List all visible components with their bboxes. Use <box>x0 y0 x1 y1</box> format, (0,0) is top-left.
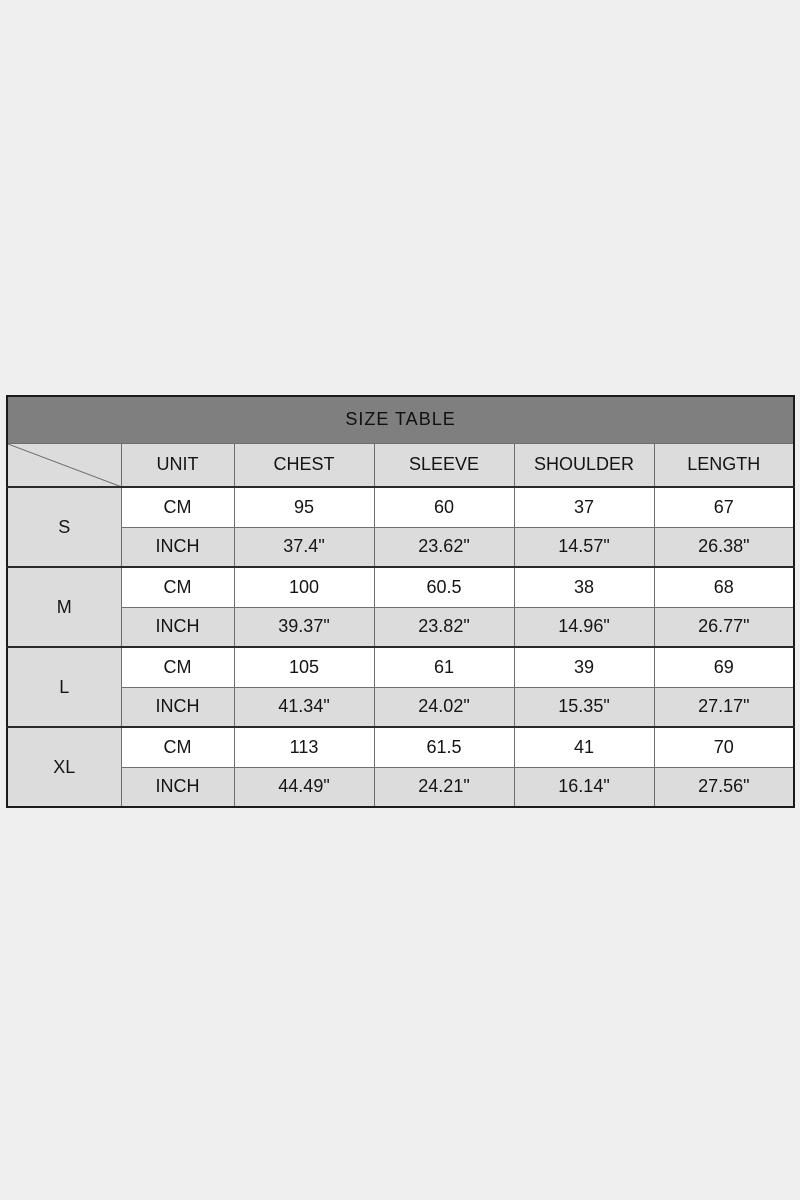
size-table <box>6 395 795 808</box>
size-label-xl: XL <box>7 727 121 807</box>
column-header-sleeve: SLEEVE <box>374 443 514 487</box>
cell-m-cm-length: 68 <box>654 567 794 607</box>
cell-m-inch-chest: 39.37" <box>234 607 374 647</box>
cell-s-inch-length: 26.38" <box>654 527 794 567</box>
cell-s-inch-shoulder: 14.57" <box>514 527 654 567</box>
table-row-xl-cm <box>7 727 794 767</box>
cell-xl-inch-length: 27.56" <box>654 767 794 807</box>
cell-xl-cm-sleeve: 61.5 <box>374 727 514 767</box>
title-row <box>7 396 794 443</box>
column-header-unit: UNIT <box>121 443 234 487</box>
table-row-l-cm <box>7 647 794 687</box>
unit-label-m-cm: CM <box>121 567 234 607</box>
table-row-m-cm <box>7 567 794 607</box>
diagonal-line <box>8 444 121 487</box>
cell-xl-inch-chest: 44.49" <box>234 767 374 807</box>
unit-label-m-inch: INCH <box>121 607 234 647</box>
cell-l-inch-sleeve: 24.02" <box>374 687 514 727</box>
cell-m-cm-sleeve: 60.5 <box>374 567 514 607</box>
table-row-s-cm <box>7 487 794 527</box>
table-row-m-inch <box>7 607 794 647</box>
cell-l-cm-shoulder: 39 <box>514 647 654 687</box>
cell-m-cm-chest: 100 <box>234 567 374 607</box>
cell-l-cm-sleeve: 61 <box>374 647 514 687</box>
cell-m-cm-shoulder: 38 <box>514 567 654 607</box>
cell-m-inch-length: 26.77" <box>654 607 794 647</box>
size-table-title: SIZE TABLE <box>7 396 794 443</box>
unit-label-l-cm: CM <box>121 647 234 687</box>
table-row-s-inch <box>7 527 794 567</box>
cell-xl-inch-sleeve: 24.21" <box>374 767 514 807</box>
cell-l-cm-chest: 105 <box>234 647 374 687</box>
unit-label-xl-cm: CM <box>121 727 234 767</box>
column-header-chest: CHEST <box>234 443 374 487</box>
cell-s-inch-sleeve: 23.62" <box>374 527 514 567</box>
column-header-row <box>7 443 794 487</box>
size-label-l: L <box>7 647 121 727</box>
cell-s-cm-chest: 95 <box>234 487 374 527</box>
diagonal-header-cell <box>7 443 121 487</box>
cell-l-cm-length: 69 <box>654 647 794 687</box>
unit-label-s-cm: CM <box>121 487 234 527</box>
unit-label-s-inch: INCH <box>121 527 234 567</box>
column-header-length: LENGTH <box>654 443 794 487</box>
table-row-l-inch <box>7 687 794 727</box>
cell-xl-cm-shoulder: 41 <box>514 727 654 767</box>
cell-xl-cm-length: 70 <box>654 727 794 767</box>
size-label-m: M <box>7 567 121 647</box>
cell-s-inch-chest: 37.4" <box>234 527 374 567</box>
cell-m-inch-shoulder: 14.96" <box>514 607 654 647</box>
cell-xl-cm-chest: 113 <box>234 727 374 767</box>
cell-l-inch-chest: 41.34" <box>234 687 374 727</box>
size-label-s: S <box>7 487 121 567</box>
column-header-shoulder: SHOULDER <box>514 443 654 487</box>
unit-label-l-inch: INCH <box>121 687 234 727</box>
unit-label-xl-inch: INCH <box>121 767 234 807</box>
cell-l-inch-length: 27.17" <box>654 687 794 727</box>
cell-s-cm-length: 67 <box>654 487 794 527</box>
cell-l-inch-shoulder: 15.35" <box>514 687 654 727</box>
cell-s-cm-sleeve: 60 <box>374 487 514 527</box>
table-row-xl-inch <box>7 767 794 807</box>
cell-xl-inch-shoulder: 16.14" <box>514 767 654 807</box>
cell-m-inch-sleeve: 23.82" <box>374 607 514 647</box>
cell-s-cm-shoulder: 37 <box>514 487 654 527</box>
